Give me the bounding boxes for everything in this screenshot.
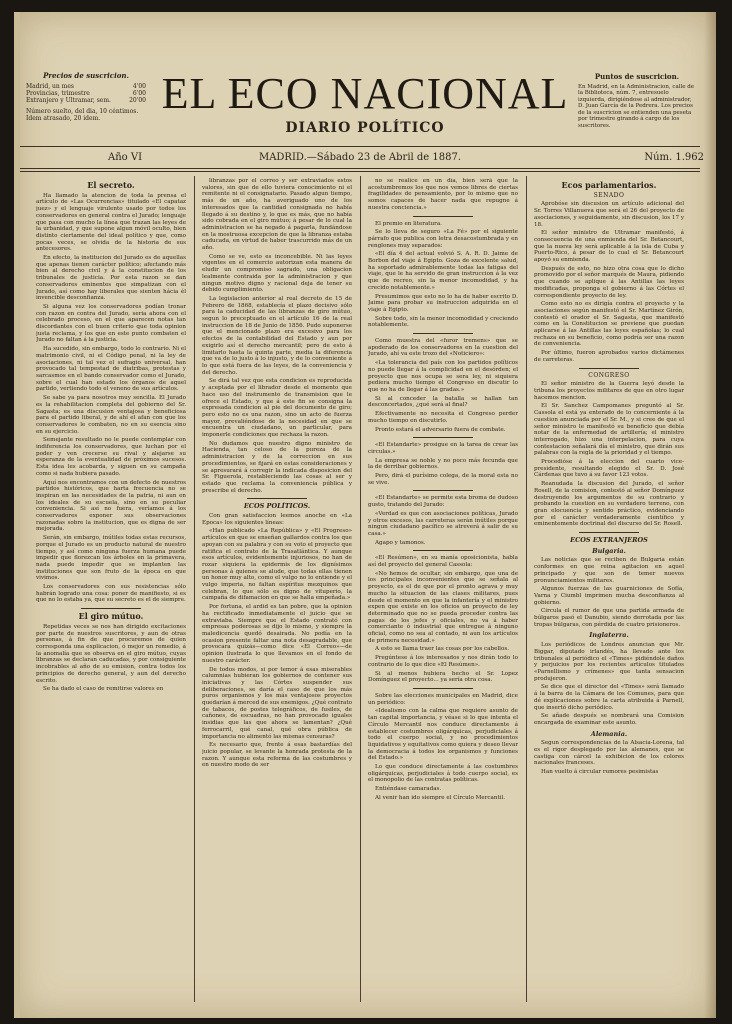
article-separator <box>413 688 473 689</box>
column-divider <box>194 176 195 1002</box>
article-paragraph: «El día 4 del actual volvió S. A. R. D. Jaime de Borbon del viaje á Egipto. Goza de excelente salud, ha soportado admirablemente todas las fatigas del viaje, que le ha servido de gran instruccion á la vez que de recreo, sin la menor incomodidad, y ha crecido notablemente.» <box>368 251 518 291</box>
price-label: Madrid, un mes <box>26 83 74 90</box>
price-row <box>26 83 146 90</box>
article-heading: Bulgaria. <box>592 546 626 555</box>
article-paragraph: «El Estandarte» se permite esta broma de dudoso gusto, tratando del Jurado: <box>368 495 518 509</box>
article-heading: Ecos parlamentarios. <box>561 180 657 190</box>
subscription-points-right <box>578 74 696 129</box>
single-copy-note: Número suelto, del dia, 10 céntimos. Idem atrasado, 20 idem. <box>26 108 139 122</box>
column-4 <box>534 178 684 1000</box>
article-paragraph: Ha llamado la atencion de toda la prensa el artículo de «Las Ocurrencias» titulado «El capataz juez» y el lenguaje virulento usado por todos los conservadores en general contra el Jurado; lenguaje que pasa con mucho la línea que trazan las leyes de la urbanidad, y que supone algun móvil oculto, bien distinto ciertamente del ideal político y que, como pocas veces, se olvida de la historia de sus antecesores. <box>36 192 186 253</box>
subscription-right-text: En Madrid, en la Administracion, calle de la Biblioteca, núm. 7, entresuelo izquierda, dirigiéndose al administrador, D. Juan García de la Pedrera. Los precios de la suscricion se entienden una peseta por trimestre girando á cargo de los suscritores. <box>578 83 695 129</box>
article-heading: ECOS EXTRANJEROS <box>570 536 648 545</box>
article-separator <box>413 437 473 438</box>
article-paragraph: «Idealismo con la calma que requiere asunto de tan capital importancia, y véase si lo que intenta el Círculo Mercantil nos conduce directamente á establecer costumbres oligárquicas, perjudiciales á todo el cuerpo social, y no procedimientos liquidativos y equitativos como quiera y deseo llevar la democracia á todos los organismos y funciones del Estado.» <box>368 708 518 762</box>
header-rule-bottom <box>20 168 700 169</box>
article-paragraph: Entiéndase camaradas. <box>375 786 442 793</box>
article-paragraph: Procedióse á la eleccion del cuarto vice-presidente, resultando elegido el Sr. D. José Cárdenas que tuvo á su favor 123 votos. <box>534 459 684 479</box>
article-paragraph: La legislacion anterior al real decreto de 15 de Febrero de 1868, establecía el plazo decisivo sólo para la caducidad de las libranzas de giro mútuo, segun lo preceptuado en el artículo 16 de la real instruccion de 18 de Junio de 1856. Pudo suponerse que el mencionado plazo era excesivo para los efectos de la contabilidad del Estado y aun por exigirlo así el derecho mercantil; pero de esto á limitarlo hasta la quinta parte, media la diferencia que va de lo justo á lo injusto, y de lo conveniente á lo que está fuera de las leyes, de la conveniencia y del derecho. <box>202 295 352 376</box>
article-separator <box>579 532 639 533</box>
newspaper-subtitle: DIARIO POLÍTICO <box>285 120 445 136</box>
article-heading: Alemania. <box>590 729 628 738</box>
article-separator <box>579 368 639 369</box>
article-separator <box>413 490 473 491</box>
article-paragraph: El señor ministro de la Guerra leyó desde la tribuna los proyectos militares de que en otro lugar hacemos mencion. <box>534 381 684 401</box>
article-paragraph: Se dirá tal vez que esta condicion es reproducida y aceptada por el librador desde el momento que hace uso del instrumento de transmision que le ofrece el Estado, y que á este fin se consigna la expresada condicion al pie del documento de giro; pero esto no es una razon, sino un acto de fuerza mayor, prevaliéndose de la necesidad en que se encuentra un ciudadano, un particular, para imponerle condiciones que rechaza la razon. <box>202 378 352 439</box>
article-paragraph: El señor ministro de Ultramar manifestó, á consecuencia de una enmienda del Sr. Betancourt, que la nueva ley será aplicable á la isla de Cuba y Puerto-Rico, á pesar de lo cual el Sr. Betancourt apoyó su enmienda. <box>534 230 684 264</box>
column-2 <box>202 178 352 1000</box>
column-divider <box>526 176 527 1002</box>
issue-date: MADRID.—Sábado 23 de Abril de 1887. <box>258 152 462 163</box>
article-paragraph: De todos modos, si por temor á esas miserables calumnias hubieran los gobiernos de contener sus iniciativas y las Córtes suspender sus deliberaciones, se daría el caso de que los más puros organismos y los más ventajosos proyectos quedarían á merced de sus enemigos. ¿Qué contrato de tabacos, de postes telegráficos, de fusiles, de cañones, de escuadras, no han provocado iguales insidias que las que ahora se lamentan? ¿Qué ferrocarril, qué canal, qué obra pública de importancia no alimentó las mismas censuras? <box>202 666 352 740</box>
article-paragraph: Se ha dado el caso de remitirse valores en <box>43 686 164 693</box>
article-paragraph: Efectivamente no necesita el Congreso perder mucho tiempo en discutirlo. <box>368 411 518 424</box>
article-paragraph: Pero, dirá el purísimo colega, de la moral esta no se vive. <box>368 473 518 486</box>
article-paragraph: Algunos fuerzas de las guarniciones de Sofía, Varna y Ciumbl imprimen mucha desconfianza al gobierno. <box>534 586 684 606</box>
article-paragraph: La empresa se noble y no poco más fecunda que la de derribar gobiernos. <box>368 457 518 471</box>
newspaper-title: EL ECO NACIONAL <box>161 69 569 118</box>
article-paragraph: Repetidas veces se nos han dirigido excitaciones por parte de nuestros suscritores, y aun de otras personas, á fin de que procuremos de quien corresponda una explicacion, ó mejor un remedio, á la anomalía que se observa en el giro mútuo, cuyas libranzas se declaran caducadas, y por consiguiente incobrables al año de su emision, contra todos los principios de derecho general, y aun del derecho escrito. <box>36 623 186 684</box>
article-paragraph: Aquí nos encontramos con un defecto de nuestros partidos históricos, que harta frecuencia no se inspiran en las necesidades de la patria, ni aun en los ideales de su escuela, sino en su peculiar conveniencia. Si así no fuera, veríamos á los conservadores exponer sus observaciones razonadas sobre la institucion, que es digna de ser mejorada. <box>36 479 186 533</box>
article-paragraph: En efecto, la institucion del Jurado es de aquellas que apenas tienen carácter político; afectando más bien al derecho civil y á la constitucion de los tribunales de justicia. Por esta razon se dan conservadores eminentes que simpatizan con el Jurado, así como hay liberales que sienten hácia él invencible desconfianza. <box>36 255 186 302</box>
article-paragraph: Con gran satisfaccion leemos anoche en «La Epoca» los siguientes líneas: <box>202 513 352 526</box>
article-paragraph: Si al conceder la batalla se hallan tan desconcertados, ¿qué será al final? <box>368 395 518 409</box>
column-3 <box>368 178 518 1000</box>
article-separator <box>247 498 307 499</box>
price-row <box>26 97 146 104</box>
article-heading: SENADO <box>593 191 625 199</box>
article-paragraph: El Sr. Sanchez Campomanes preguntó al Sr. Cassola el está ya enterado de lo concerniente á la cuestion anunciada por el Sr. M., y si cree de que el señor ministro le manifestó su beneficio que debía notar de la enfermedad de artillería; el ministro interrogado, hizo una interpelacion, para cuya contestacion señalará día el ministro, que dirán sus palabras con la regla de la prioridad y el tiempo. <box>534 403 684 457</box>
article-paragraph: No dudamos que nuestro digno ministro de Hacienda, tan celoso de la pureza de la administracion y de la correccion en sus procedimientos, se fijará en estas consideraciones y se apresurará á corregir la indicada disposicion del Sr. Figuerola, restableciendo las cosas al ser y estado que reclama la conveniencia pública y prescribe el derecho. <box>202 440 352 494</box>
article-paragraph: Se lo lleva de seguro «La Fé» por el siguiente párrafo que publica con letra desacostumbrada y en renglones muy separados: <box>368 229 518 249</box>
article-paragraph: Después de esto, no hizo otra cosa que lo dicho promovido por el señor marqués de Maura, pidiendo que cuando se aplique á las Antillas las leyes modificadas, proponga el gobierno á las Córtes el correspondiente proyecto de ley. <box>534 265 684 299</box>
subscription-prices-left <box>26 72 146 122</box>
article-paragraph: Ha sucedido, sin embargo, todo lo contrario. Ni el matrimonio civil, ni el Código penal, ni la ley de asociaciones, ni tal vez el sufragio universal, han provocado tal tempestad de diatribas, protestas y sarcasmos en el bando conservador como el Jurado, sobre el cual han estado los órganos de aquel partido, vertiendo todo el veneno de sus artículos. <box>36 346 186 393</box>
article-paragraph: Los periódicos de Londres anuncian que Mr. Biggar, diputado irlandés, ha llevado ante los tribunales al periódico el «Times» pidiéndole daños y perjuicios por los recientes artículos titulados «Parnellismo y crímenes» que tanta sensacion produjeron. <box>534 642 684 682</box>
subscription-left-title: Precios de suscricion. <box>43 71 129 80</box>
article-heading: El secreto. <box>87 180 135 190</box>
article-paragraph: Agapo y tamonos. <box>375 539 426 546</box>
article-paragraph: Serán, sin embargo, inútiles todas estas recursos, porque el Jurado es un producto natural de nuestro tiempo, y así como ninguna fuerza humana puede impedir que florezcan los árboles en la primavera, nada puede impedir que se implanten las instituciones que son fruto de la época en que vivimos. <box>36 535 186 582</box>
article-paragraph: Los conservadores con sus resistencias sólo habrán logrado una cosa: poner de manifiesto, si es que no lo estaba ya, que su secreto es el de siempre. <box>36 584 186 604</box>
article-paragraph: Semejante resultado no le puede contemplar con indiferencia los conservadores, que luchan por el poder y ven crecerse su rival y alejarse su esperanza de la eventualidad de próximos sucesos. Esta idea les acobarda, y siguen en su campaña como si nada hubiera pasado. <box>36 437 186 477</box>
article-paragraph: Aprobóse sin discusion un artículo adicional del Sr. Torres Villanueva que será el 26 del proyecto de asociaciones, y seguidamente, sin discusion, los 17 y 18. <box>534 201 684 228</box>
article-heading: Inglaterra. <box>589 631 629 640</box>
article-paragraph: Sobre todo, sin la menor incomodidad y creciendo notablemente. <box>368 315 518 329</box>
article-paragraph: Es necesario que, frente á esas bastardías del juicio popular, se levante la honrada protesta de la razon. Y aunque esta reforma de las costumbres y en nuestro modo de ser <box>202 742 352 769</box>
article-separator <box>413 333 473 334</box>
article-heading: CONGRESO <box>588 371 630 379</box>
article-paragraph: «La tolerancia del país con los partidos políticos no puede llegar á la complicidad en el desórden; el proyecto que nos ocupa se sera ley, ni siquiera pediera mucho tiempo el Congreso en discutir lo que no ha de llegar á las gradas.» <box>368 360 518 393</box>
article-paragraph: Se añade después se nombrará una Comision encargada de examinar este asunto. <box>534 713 684 726</box>
article-paragraph: «El Resúmen», en su manía oposicionista, habla así del proyecto del general Cassola: <box>368 555 518 569</box>
subscription-right-title: Puntos de suscricion. <box>594 72 680 81</box>
article-separator <box>413 216 473 217</box>
page-shadow <box>704 12 716 1018</box>
price-label: Provincias, trimestre <box>26 90 90 97</box>
article-paragraph: «Han publicado «La República» y «El Progreso» artículos en que se enseñan gallardos contra los que apoyan con su palabra y con su voto el proyecto que ratifica el contrato de la Trasatlántica. Y aunque esos artículos, evidentemente injuriosos, no han de rozar siquiera la epidermis de los dignísimos personas á quienes se alude, que todas ellas tienen un honor muy alto, como el vulgo no lo entiende y el vulgo imperia, no faltan espíritus mezquinos que celebran, lo que sólo es digno de vituperio, la campaña de difamacion en que se halla empeñada.» <box>202 528 352 602</box>
article-heading: ECOS POLÍTICOS. <box>243 502 311 511</box>
article-paragraph: no se realice en un día, bien será que la acostumbremos los que nos vemos libres de ciertas fragilidades de pensamiento, por lo mismo que no somos capaces de hacer nada que repugne á nuestra conciencia.» <box>368 178 518 211</box>
article-paragraph: Han vuelto á circular rumores pesimistas <box>541 769 659 776</box>
price-row <box>26 90 146 97</box>
article-paragraph: Como muestra del «furor tremens» que se apoderado de los conservadores en la cuestion del Jurado, ahí va este trozo del «Noticiero»: <box>368 338 518 358</box>
article-paragraph: El premio en literatura. <box>375 220 442 227</box>
article-paragraph: libranzas por el correo y ser extraviados estos valores, sin que de ello tuviera conocimiento ni el remitente ni el consignatario. Pasado algun tiempo, más de un año, ha averiguado uno de los interesados que la cantidad consignada no había llegado á su destino y, lo que es más, que no había sido cobrada en el giro mútuo; á pesar de lo cual la administracion se ha negado á pagarla, fundándose en la mostruosa excepcion de que la libranza estaba caducada, en virtud de haber trascurrido más de un año. <box>202 178 352 252</box>
price-value: 4'00 <box>132 83 146 90</box>
article-separator <box>413 550 473 551</box>
column-1 <box>36 178 186 1000</box>
price-value: 20'00 <box>129 97 146 104</box>
article-paragraph: A esto se llama traer las cosas por los cabellos. <box>375 646 509 653</box>
article-paragraph: Si al menos hubiera hecho el Sr. Lopez Domínguez el proyecto... ya sería otra cosa. <box>368 670 518 684</box>
article-paragraph: «Verdad es que con asociaciones políticas, Jurado y otros excesos, las carreteras serán inútiles porque ningun ciudadano pacífico se atreverá á salir de su casa.» <box>368 510 518 537</box>
article-paragraph: Al venir han ido siempre el Círculo Mercantil. <box>375 794 506 801</box>
header-rule-bottom-double <box>20 171 700 172</box>
article-paragraph: Lo que conduce directamente á las costumbres oligárquicas, perjudiciales á todo cuerpo social, es el monopolio de las contratas políticas. <box>368 764 518 784</box>
article-paragraph: Pronto estará el adversario fuera de combate. <box>375 426 506 433</box>
price-label: Extranjero y Ultramar, sem. <box>26 97 111 104</box>
article-paragraph: Pregúntese á los interesados y nos dirán todo lo contrario de lo que dice «El Resúmen». <box>368 655 518 668</box>
header-rule-top <box>20 146 700 147</box>
issue-number: Núm. 1.962 <box>644 152 704 163</box>
article-paragraph: Como esto no es dirigía contra el proyecto y la asociaciones según manifestó el Sr. Martínez Girón, contestó el orador el Sr. Sagasta, que manifestó como en la Constitucion se previene que puedan aplicarse á las Antillas las leyes españolas; lo cual rechaza en su beneficio, como podría ser una razon de conveniencia. <box>534 301 684 348</box>
article-separator <box>81 608 141 609</box>
article-paragraph: Segun correspondencias de la Alsacia-Lorena, tal es el rigor desplegado por las alemanes, que se castiga con cárcel la exhibicion de los colores nacionales franceses. <box>534 740 684 767</box>
article-paragraph: Se dice que el director del «Times» será llamado á la barra de la Cámara de los Comunes, para que dé explicaciones sobre la carta atribuida á Parnell, que insertó dicho periódico. <box>534 684 684 711</box>
article-paragraph: Presumimos que esto no lo ha de haber escrito D. Jaime para probar su instruccion adquirida en el viaje á Egipto. <box>368 293 518 313</box>
article-paragraph: «No hemos de ocultar, sin embargo, que una de los principales inconvenientes que se señala al proyecto, es el de que por el pronto agrava y muy mucho la situacion de las clases militares, pues desde el momento en que la infantería y el ministro expen que existe en los oficios un proyecto de ley determinado que no se pueda proceder contra las pagas de los jefes y oficiales, no va á haber comerciante ó industrial que entregue á ninguno oficial, como no sea al contado, ni aun los artículos de primera necesidad.» <box>368 570 518 644</box>
issue-year: Año VI <box>108 152 143 163</box>
column-divider <box>360 176 361 1002</box>
article-paragraph: Si alguna vez los conservadores podían tronar con razon en contra del Jurado, seria ahora con el celebrado proceso, en el que aparecen notas tan discordantes con el buen criterio que toda opinion justa reclama, y los que en este punto combaten el Jurado no faltan á la justicia. <box>36 303 186 344</box>
article-paragraph: Por fortuna, el ardid es tan pobre, que la opinion ha rectificado inmediatamente el juicio que se extraviaba. Siempre que el Estado contrató con empresas poderosas se dijo lo mismo, y siempre la maledicencia quedó desairada. No podía en la ocasion presente faltar una nota desagradable, que provocara quizás—como dice «El Correo»—de opinion ilustrada lo que llevamos en el fondo de nuestro carácter. <box>202 604 352 664</box>
article-paragraph: Por último, fueron aprobados varios dictámenes de carreteras. <box>534 350 684 363</box>
price-value: 6'00 <box>132 90 146 97</box>
article-paragraph: «El Estandarte» prosigue en la tarea de crear las circulas.» <box>368 442 518 455</box>
article-paragraph: Las noticias que se reciben de Bulgaria están conformes en que reina agitacion en aquel principado y que son de temer nuevos pronunciamientos militares. <box>534 557 684 584</box>
article-paragraph: Se sabe ya para nosotros muy sencilla. El Jurado es la rehabilitacion completa del gobierno del Sr. Sagasta; es una discusion ventajosa y beneficiosa para el partido liberal, y de ahí el afan con que los conservadores le combaten, no en su esencia sino en su ejercicio. <box>36 395 186 435</box>
article-paragraph: Sobre las elecciones municipales en Madrid, dice un periódico: <box>368 693 518 706</box>
article-paragraph: Circula el rumor de que una partida armada de búlgaros pasó el Danubio, siendo derrotada por las tropas búlgaras, con pérdida de cuatro prisioneros. <box>534 608 684 628</box>
article-paragraph: Como se ve, esto es inconcebible. Ni las leyes vigentes en el comercio autorizan esta manera de eludir un compromiso sagrado, una obligacion lealmente contraida por la administracion y que ningun motivo digno y racional deja de tener su debido cumplimiento. <box>202 253 352 294</box>
article-heading: El giro mútuo. <box>78 611 144 622</box>
article-paragraph: Reanudada la discusion del Jurado, el señor Rosell, de la comision, contestó al señor Domínguez destruyendo los argumentos de su contrario y probando la cuestion en su verdadero terreno, con gran elocuencia y sentido práctico, evidenciando por el carácter verdaderamente científico y eminentemente doctrinal del discurso del Sr. Rosell. <box>534 481 684 528</box>
